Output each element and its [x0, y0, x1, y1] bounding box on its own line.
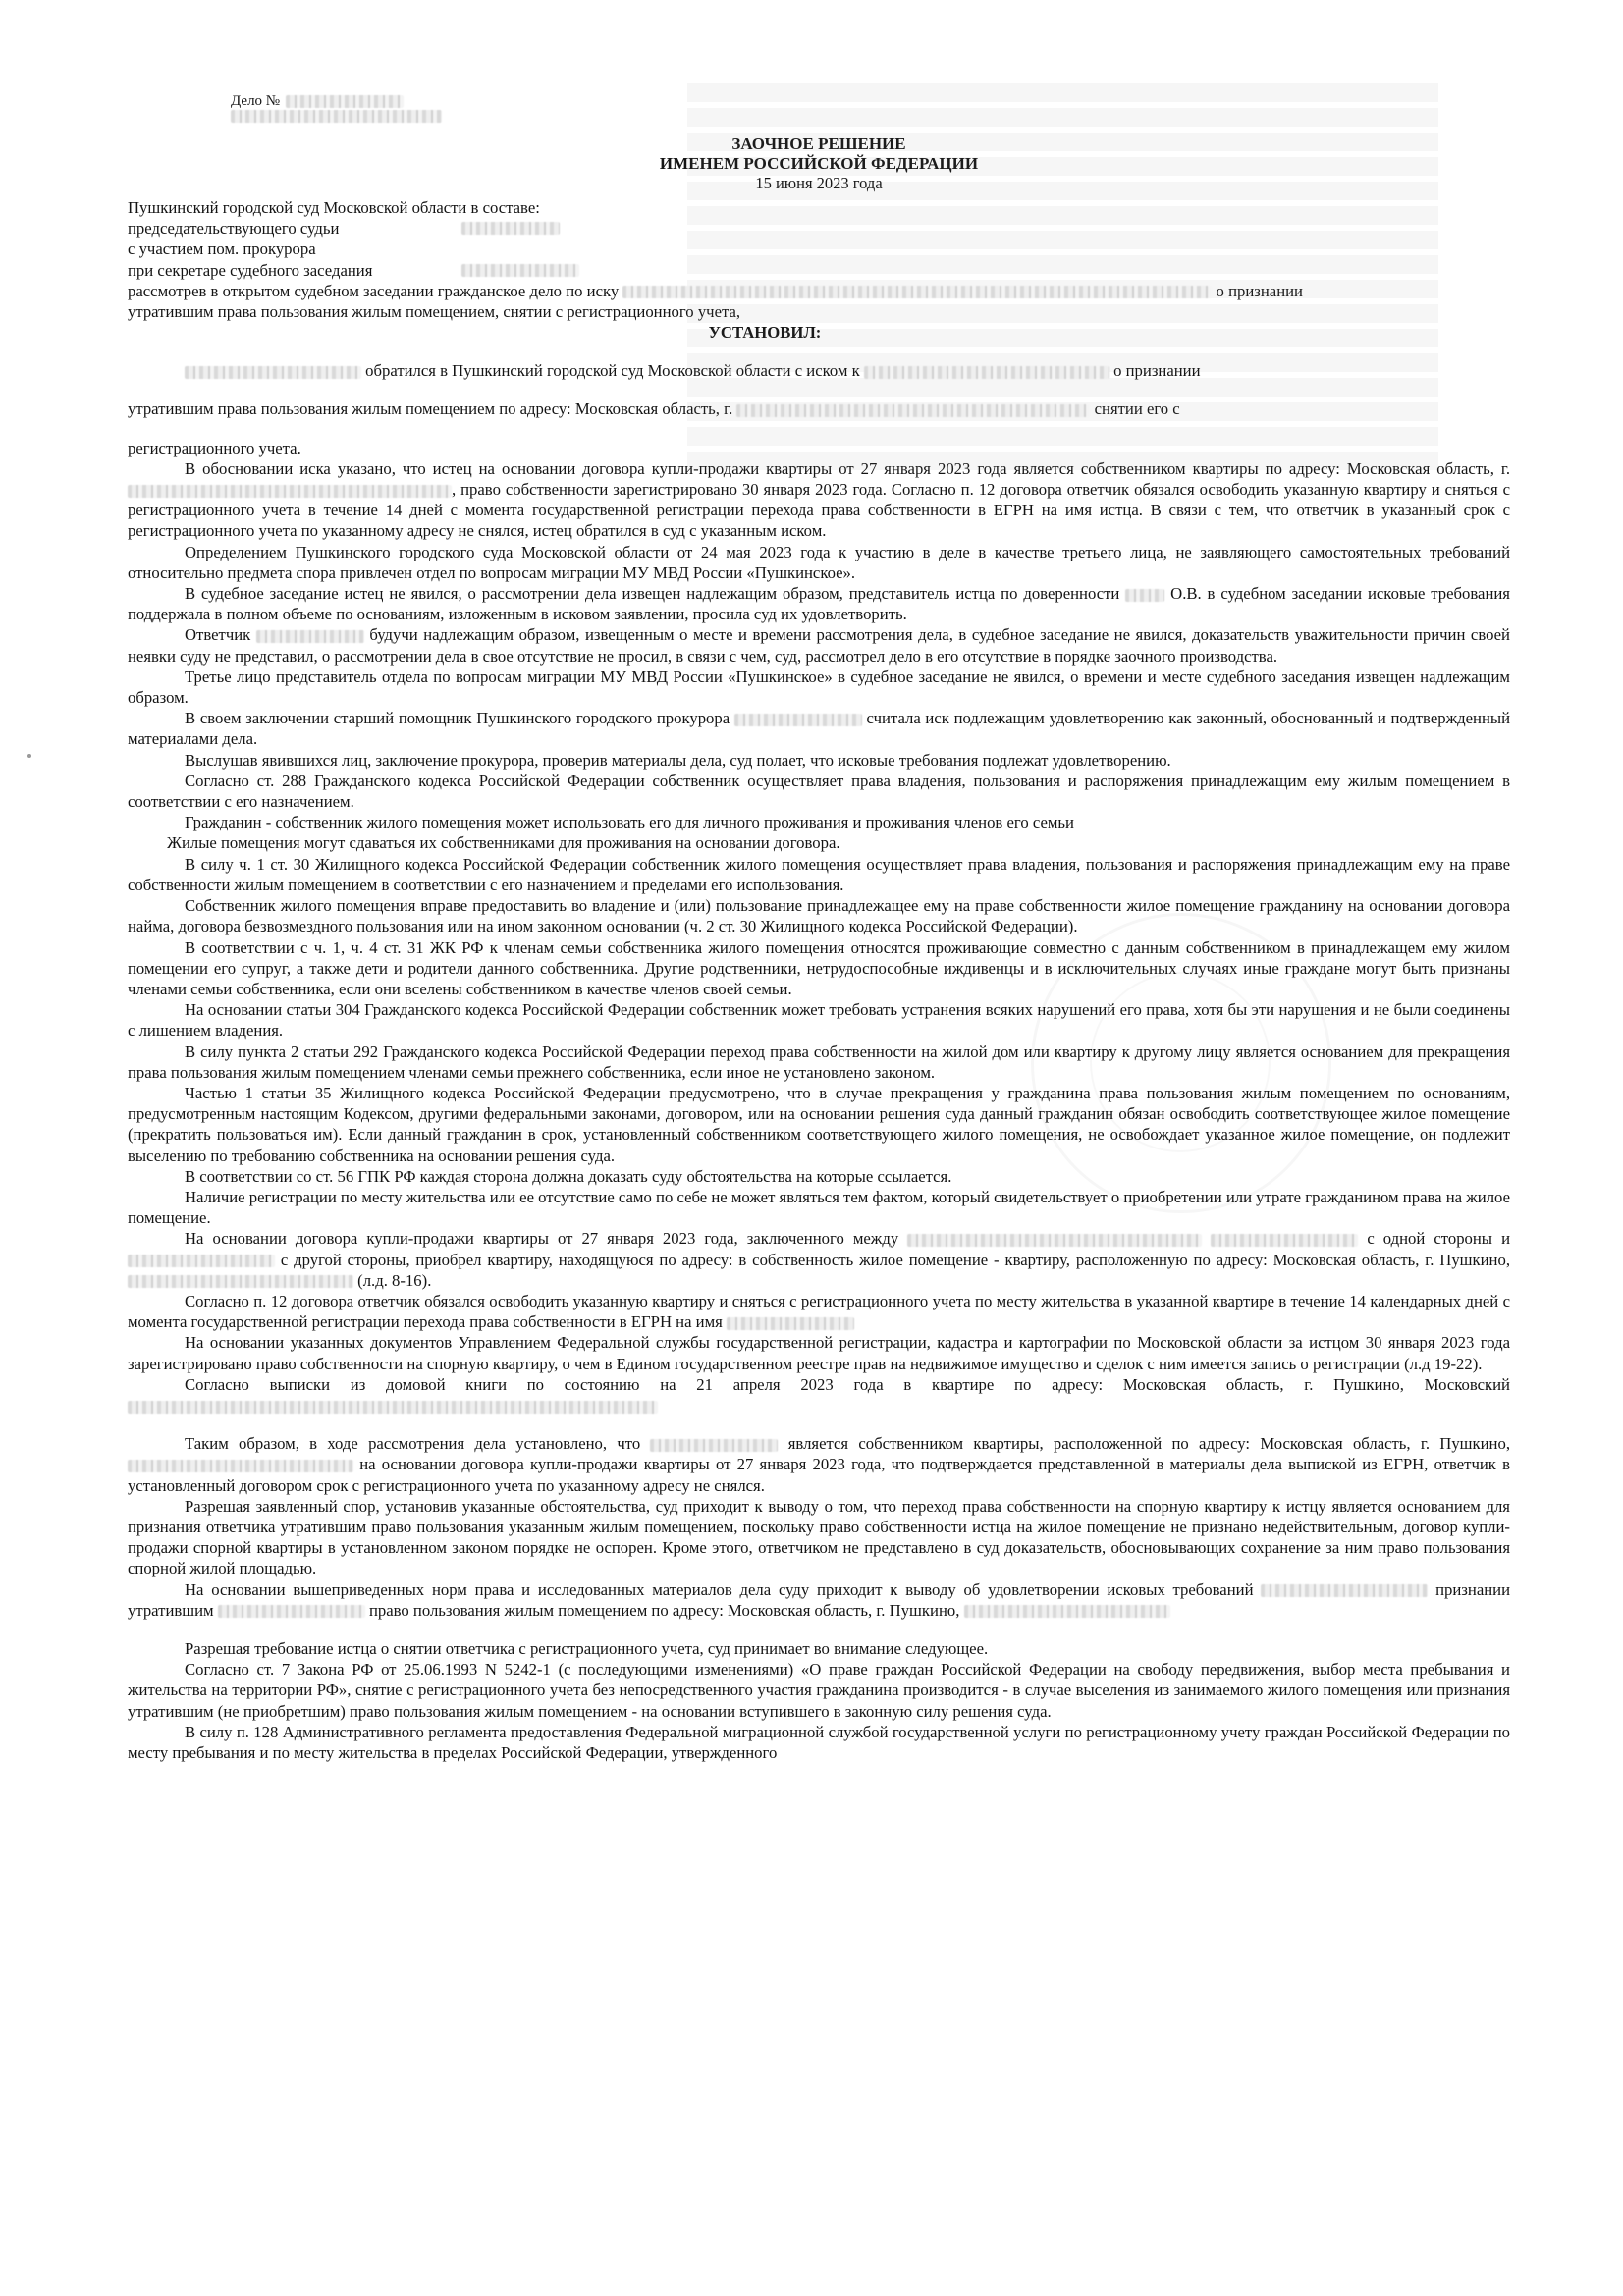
redacted-case-number — [286, 95, 404, 108]
paragraph-25: Разрешая заявленный спор, установив указанные обстоятельства, суд приходит к выводу о том, что переход права собственности на спорную квартиру к истцу является основанием для признания ответчика утратившим право пользования указанным жилым помещением, поскольку право собственности истца на жилое помещение не признано недействительным, договор купли-продажи спорной квартиры в установленном законом порядке не оспорен. Кроме этого, ответчиком не представлено в суд доказательств, обосновывающих сохранение за ним право пользования спорной жилой площадью. — [128, 1496, 1510, 1578]
redacted-registration-details — [128, 1401, 658, 1414]
paragraph-26: На основании вышеприведенных норм права и исследованных материалов дела суду приходит к выводу об удовлетворении исковых требований признании утратившим право пользования жилым помещением по адресу: Московская область, г. Пушкино, — [128, 1579, 1511, 1620]
paragraph-16: В силу пункта 2 статьи 292 Гражданского кодекса Российской Федерации переход права собственности на жилой дом или квартиру к другому лицу является основанием для прекращения права пользования жилым помещением членами семьи прежнего собственника, если иное не установлено законом. — [128, 1041, 1510, 1082]
redacted-parties — [622, 286, 1212, 298]
faint-stamp-mark-inner — [1090, 972, 1271, 1152]
redacted-address — [128, 1275, 353, 1288]
redacted-defendant — [256, 630, 364, 643]
decision-heading — [128, 134, 1510, 193]
established-heading: УСТАНОВИЛ: — [708, 323, 822, 343]
court-composition — [128, 197, 1510, 322]
redacted-defendant — [864, 366, 1109, 379]
decision-subtitle: ИМЕНЕМ РОССИЙСКОЙ ФЕДЕРАЦИИ — [659, 154, 979, 173]
redacted-representative — [1125, 589, 1164, 602]
paragraph-5: Ответчик будучи надлежащим образом, извещенным о месте и времени рассмотрения дела, в судебное заседание не явился, доказательств уважительности причин своей неявки суду не представил, о рассмотрении дела в свое отсутствие не просил, в связи с чем, суд, рассмотрел дело в его отсутствие в порядке заочного производства. — [128, 625, 1510, 666]
redacted-address — [128, 485, 452, 498]
prosecutor-label: с участием пом. прокурора — [128, 240, 316, 259]
paragraph-14: В соответствии с ч. 1, ч. 4 ст. 31 ЖК РФ к членам семьи собственника жилого помещения относятся проживающие совместно с данным собственником в принадлежащем ему жилом помещении его супруг, а также дети и родители данного собственника. Другие родственники, нетрудоспособные иждивенцы и в исключительных случаях иные граждане могут быть признаны членами семьи собственника, если они вселены собственником в качестве членов своей семьи. — [128, 937, 1510, 998]
paragraph-7: В своем заключении старший помощник Пушкинского городского прокурора считала иск подлежащим удовлетворению как законный, обоснованный и подтвержденный материалами дела. — [128, 709, 1511, 749]
decision-date: 15 июня 2023 года — [755, 174, 883, 192]
redacted-owner — [650, 1439, 778, 1452]
paragraph-1-end: регистрационного учета. — [128, 438, 301, 457]
paragraph-13: Собственник жилого помещения вправе предоставить во владение и (или) пользование принадлежащее ему на праве собственности жилое помещение гражданину на основании договора найма, договора безвозмездного пользования или на ином законном основании (ч. 2 ст. 30 Жилищного кодекса Российской Федерации). — [128, 896, 1510, 936]
paragraph-23: Согласно выписки из домовой книги по состоянию на 21 апреля 2023 года в квартире по адресу: Московская область, г. Пушкино, Московский — [128, 1374, 1510, 1415]
case-number-block — [231, 92, 1510, 123]
redacted-address — [964, 1605, 1170, 1618]
considering-text: рассмотрев в открытом судебном заседании гражданское дело по иску — [128, 281, 620, 300]
paragraph-8: Выслушав явившихся лиц, заключение прокурора, проверив материалы дела, суд полает, что исковые требования подлежат удовлетворению. — [185, 750, 1171, 770]
paragraph-22: На основании указанных документов Управлением Федеральной службы государственной регистрации, кадастра и картографии по Московской области за истцом 30 января 2023 года зарегистрировано право собственности на спорную квартиру, о чем в Едином государственном реестре прав на недвижимое имущество и сделок с ним имеется запись о регистрации (л.д 19-22). — [128, 1333, 1510, 1373]
redacted-secretary-name — [461, 264, 579, 277]
court-line: Пушкинский городской суд Московской области в составе: — [128, 198, 540, 217]
considering-line — [128, 281, 1510, 301]
paragraph-28: Согласно ст. 7 Закона РФ от 25.06.1993 N 5242-1 (с последующими изменениями) «О праве граждан Российской Федерации на свободу передвижения, выбор места пребывания и жительства на территории РФ», снятие с регистрационного учета без непосредственного участия гражданина производится - в случае выселения из занимаемого жилого помещения или признания утратившим (не приобретшим) право пользования жилым помещением - на основании вступившего в законную силу решения суда. — [128, 1660, 1510, 1721]
paragraph-24: Таким образом, в ходе рассмотрения дела установлено, что является собственником квартиры, расположенной по адресу: Московская область, г. Пушкино, на основании договора купли-продажи квартиры от 27 января 2023 года, что подтверждается представленной в материалы дела выпиской из ЕГРН, ответчик в установленный договором срок с регистрационного учета по указанному адресу не снялся. — [128, 1434, 1511, 1495]
prosecutor-row — [128, 239, 1510, 259]
redacted-address — [128, 1460, 353, 1472]
subject-line: утратившим права пользования жилым помещением, снятии с регистрационного учета, — [128, 302, 741, 322]
paragraph-15: На основании статьи 304 Гражданского кодекса Российской Федерации собственник может требовать устранения всяких нарушений его права, хотя бы эти нарушения и не были соединены с лишением владения. — [128, 1000, 1510, 1041]
case-uid-line — [231, 110, 1510, 123]
paragraph-27: Разрешая требование истца о снятии ответчика с регистрационного учета, суд принимает во внимание следующее. — [185, 1639, 989, 1658]
case-label: Дело № — [231, 93, 281, 109]
paragraph-12: В силу ч. 1 ст. 30 Жилищного кодекса Российской Федерации собственник жилого помещения осуществляет права владения, пользования и распоряжения принадлежащим ему на праве собственности жилым помещением в соответствии с его назначением и пределами его использования. — [128, 854, 1510, 894]
redacted-prosecutor — [734, 714, 862, 726]
paragraph-20: На основании договора купли-продажи квартиры от 27 января 2023 года, заключенного между с одной стороны и с другой стороны, приобрел квартиру, находящуюся по адресу: в собственность жилое помещение - квартиру, расположенную по адресу: Московская область, г. Пушкино, (л.д. 8-16). — [128, 1228, 1510, 1291]
paragraph-4: В судебное заседание истец не явился, о рассмотрении дела извещен надлежащим образом, представитель истца по доверенности О.В. в судебном заседании исковые требования поддержала в полном объеме по основаниям, изложенным в исковом заявлении, просила суд их удовлетворить. — [128, 584, 1510, 624]
judge-row — [128, 218, 1510, 239]
paragraph-21: Согласно п. 12 договора ответчик обязался освободить указанную квартиру и сняться с регистрационного учета по месту жительства в указанной квартире в течение 14 календарных дней с момента государственной регистрации перехода права собственности в ЕГРН на имя — [128, 1291, 1510, 1332]
paragraph-9: Согласно ст. 288 Гражданского кодекса Российской Федерации собственник осуществляет права владения, пользования и распоряжения принадлежащим ему жилым помещением в соответствии с его назначением. — [128, 771, 1510, 812]
secretary-row — [128, 260, 1510, 281]
redacted-plaintiff — [185, 366, 361, 379]
paragraph-11: Жилые помещения могут сдаваться их собственниками для проживания на основании договора. — [167, 833, 840, 853]
paragraph-18: В соответствии со ст. 56 ГПК РФ каждая сторона должна доказать суду обстоятельства на которые ссылается. — [185, 1166, 952, 1186]
redacted-seller — [907, 1234, 1202, 1247]
decision-title: ЗАОЧНОЕ РЕШЕНИЕ — [731, 134, 906, 153]
redacted-plaintiff — [727, 1317, 854, 1330]
paragraph-1-cont: утратившим права пользования жилым помещением по адресу: Московская область, г. снятии его с — [128, 400, 1180, 419]
redacted-judge-name — [461, 222, 560, 235]
redacted-buyer — [128, 1255, 275, 1267]
redacted-defendant — [218, 1605, 365, 1618]
paragraph-10: Гражданин - собственник жилого помещения может использовать его для личного проживания и проживания членов его семьи — [185, 813, 1074, 832]
paragraph-2: В обосновании иска указано, что истец на основании договора купли-продажи квартиры от 27 января 2023 года является собственником квартиры по адресу: Московская область, г. , право собственности зарегистрировано 30 января 2023 года. Согласно п. 12 договора ответчик обязался освободить указанную квартиру и сняться с регистрационного учета в течение 14 дней с момента государственной регистрации перехода права собственности в ЕГРН на имя истца. В связи с тем, что ответчик в указанный срок с регистрационного учета по указанному адресу не снялся, истец обратился в суд с указанным иском. — [128, 458, 1510, 541]
redacted-plaintiff — [1261, 1584, 1428, 1597]
redacted-seller-cont — [1211, 1234, 1358, 1247]
paragraph-1: обратился в Пушкинский городской суд Московской области с иском к о признании — [128, 360, 1510, 381]
case-number-line — [231, 92, 1510, 110]
paragraph-17: Частью 1 статьи 35 Жилищного кодекса Российской Федерации предусмотрено, что в случае прекращения у гражданина права пользования жилым помещением по основаниям, предусмотренным настоящим Кодексом, другими федеральными законами, договором, или на основании решения суда данный гражданин обязан освободить соответствующее жилое помещение (прекратить пользоваться им). Если данный гражданин в срок, установленный собственником соответствующего жилого помещения, не освобождает указанное жилое помещение, он подлежит выселению по требованию собственника на основании решения суда. — [128, 1083, 1510, 1165]
scan-speck — [27, 754, 31, 758]
considering-tail: о признании — [1216, 281, 1303, 300]
paragraph-6: Третье лицо представитель отдела по вопросам миграции МУ МВД России «Пушкинское» в судебное заседание не явился, о времени и месте судебного заседания извещен надлежащим образом. — [128, 667, 1510, 708]
secretary-label: при секретаре судебного заседания — [128, 260, 373, 280]
paragraph-19: Наличие регистрации по месту жительства или ее отсутствие само по себе не может являться тем фактом, который свидетельствует о приобретении или утрате гражданином права на жилое помещение. — [128, 1187, 1510, 1228]
redacted-address — [736, 404, 1090, 417]
redacted-case-uid — [231, 110, 442, 123]
judge-label: председательствующего судьи — [128, 219, 340, 239]
paragraph-3: Определением Пушкинского городского суда Московской области от 24 мая 2023 года к участию в деле в качестве третьего лица, не заявляющего самостоятельных требований относительно предмета спора привлечен отдел по вопросам миграции МУ МВД России «Пушкинское». — [128, 542, 1510, 582]
paragraph-29: В силу п. 128 Административного регламента предоставления Федеральной миграционной службой государственной услуги по регистрационному учету граждан Российской Федерации по месту пребывания и по месту жительства в пределах Российской Федерации, утвержденного — [128, 1722, 1510, 1763]
